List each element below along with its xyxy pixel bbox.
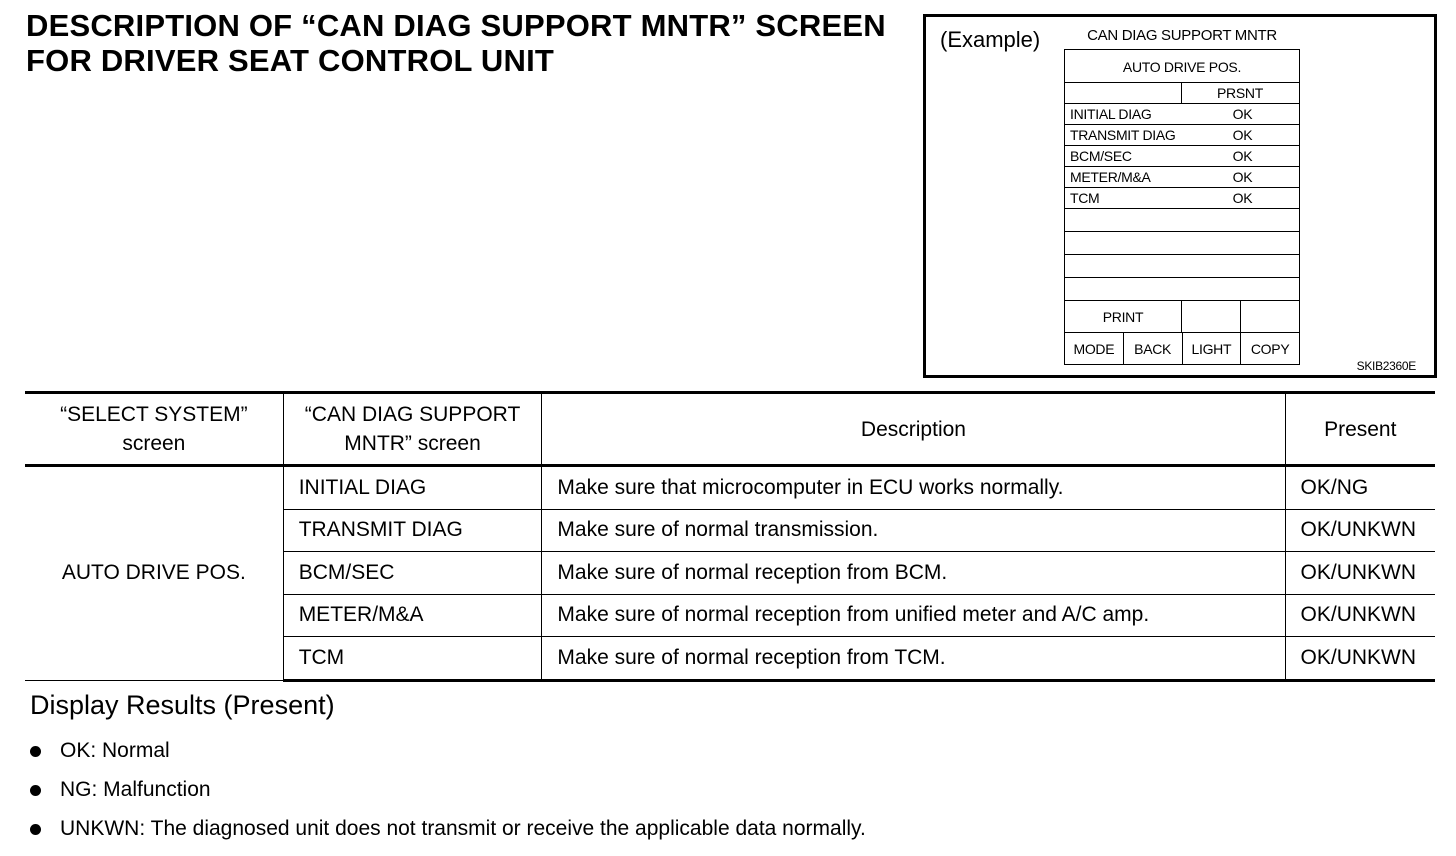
copy-button[interactable]: COPY: [1240, 333, 1299, 364]
header-line: MNTR” screen: [344, 432, 481, 455]
header-line: screen: [122, 432, 186, 455]
col-header-select-system: [25, 393, 283, 466]
bullet-icon: [30, 785, 41, 796]
item-cell: BCM/SEC: [283, 552, 542, 595]
header-line: “CAN DIAG SUPPORT: [304, 403, 521, 426]
screen-title: CAN DIAG SUPPORT MNTR: [1087, 27, 1277, 44]
item-cell: TCM: [283, 637, 542, 681]
select-system-cell: AUTO DRIVE POS.: [25, 466, 283, 681]
blank-button: [1181, 301, 1240, 332]
mode-button[interactable]: MODE: [1073, 341, 1115, 357]
table-header-row: [25, 393, 1435, 466]
screen-row-value: OK: [1232, 190, 1253, 206]
screen-blank-row: [1064, 278, 1300, 301]
list-item: [30, 774, 866, 813]
screen-row-value: OK: [1232, 127, 1253, 143]
screen-row-value: OK: [1232, 106, 1253, 122]
page-title: [26, 8, 916, 78]
screen-row-item: TRANSMIT DIAG: [1070, 127, 1176, 143]
screen-row: [1064, 146, 1300, 167]
col-header-can-diag: [283, 393, 542, 466]
present-cell: OK/UNKWN: [1285, 637, 1435, 681]
col-header-description: Description: [542, 393, 1285, 466]
list-item: [30, 735, 866, 774]
example-label: (Example): [940, 27, 1041, 52]
screen-row-item: METER/M&A: [1070, 169, 1151, 185]
screen-row: [1064, 125, 1300, 146]
page-title-line-2: FOR DRIVER SEAT CONTROL UNIT: [26, 43, 555, 78]
list-item: [30, 813, 866, 852]
present-cell: OK/UNKWN: [1285, 509, 1435, 552]
screen-row: [1064, 104, 1300, 125]
bullet-icon: [30, 746, 41, 757]
screen-row-value: OK: [1232, 169, 1253, 185]
description-cell: Make sure of normal reception from BCM.: [542, 552, 1285, 595]
screen-column-header: PRSNT: [1217, 85, 1263, 101]
description-cell: Make sure of normal transmission.: [542, 509, 1285, 552]
screen-blank-row: [1064, 255, 1300, 278]
light-button[interactable]: LIGHT: [1182, 333, 1241, 364]
diag-support-table: [25, 391, 1435, 682]
present-cell: OK/UNKWN: [1285, 552, 1435, 595]
example-screen-figure: [923, 14, 1437, 378]
back-button[interactable]: BACK: [1123, 333, 1182, 364]
header-line: “SELECT SYSTEM”: [60, 403, 248, 426]
screen-system-name: AUTO DRIVE POS.: [1064, 49, 1300, 83]
header-divider: [1181, 83, 1182, 103]
item-cell: TRANSMIT DIAG: [283, 509, 542, 552]
screen-print-row: [1064, 301, 1300, 333]
screen-row-value: OK: [1232, 148, 1253, 164]
list-item-text: UNKWN: The diagnosed unit does not transmit or receive the applicable data normally.: [60, 817, 866, 840]
screen-row: [1064, 167, 1300, 188]
table-row: [25, 466, 1435, 510]
list-item-text: NG: Malfunction: [60, 778, 211, 801]
screen-row-item: BCM/SEC: [1070, 148, 1132, 164]
screen-button-row: [1064, 333, 1300, 365]
screen-blank-row: [1064, 232, 1300, 255]
blank-button: [1240, 301, 1299, 332]
results-list: [30, 735, 866, 852]
item-cell: METER/M&A: [283, 594, 542, 637]
item-cell: INITIAL DIAG: [283, 466, 542, 510]
screen-blank-row: [1064, 209, 1300, 232]
screen-row: [1064, 188, 1300, 209]
list-item-text: OK: Normal: [60, 739, 170, 762]
example-screen: [1064, 49, 1300, 365]
figure-code: SKIB2360E: [1356, 359, 1416, 373]
results-heading: Display Results (Present): [30, 690, 335, 720]
description-cell: Make sure that microcomputer in ECU works normally.: [542, 466, 1285, 510]
present-cell: OK/UNKWN: [1285, 594, 1435, 637]
screen-row-item: INITIAL DIAG: [1070, 106, 1152, 122]
page-title-line-1: DESCRIPTION OF “CAN DIAG SUPPORT MNTR” SCREEN: [26, 8, 886, 43]
description-cell: Make sure of normal reception from unified meter and A/C amp.: [542, 594, 1285, 637]
screen-row-item: TCM: [1070, 190, 1100, 206]
print-button[interactable]: PRINT: [1102, 309, 1144, 325]
col-header-present: Present: [1285, 393, 1435, 466]
present-cell: OK/NG: [1285, 466, 1435, 510]
description-cell: Make sure of normal reception from TCM.: [542, 637, 1285, 681]
screen-column-header-row: [1064, 83, 1300, 104]
bullet-icon: [30, 824, 41, 835]
